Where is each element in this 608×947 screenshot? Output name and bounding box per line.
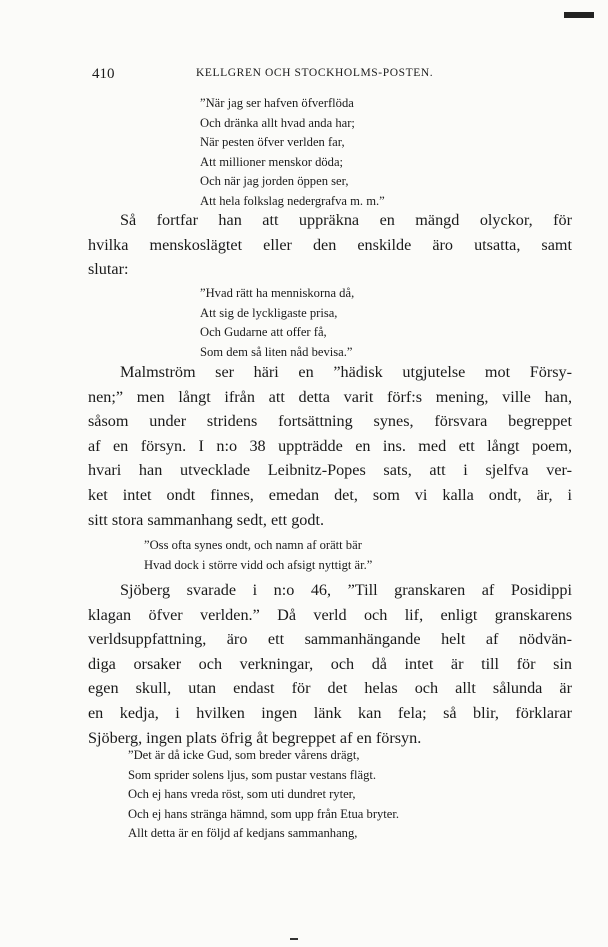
text-line: verldsuppfattning, äro ett sammanhängande helt af nödvän-	[88, 630, 572, 649]
poem-line: Att sig de lyckligaste prisa,	[200, 305, 338, 320]
text-line: hvari han utvecklade Leibnitz-Popes sats, att i sjelfva ver-	[88, 461, 572, 480]
poem-line: Att hela folkslag nedergrafva m. m.”	[200, 193, 385, 208]
text-line: klagan öfver verlden.” Då verld och lif, enligt granskarens	[88, 605, 572, 624]
text-line: Så fortfar han att uppräkna en mängd olyckor, för	[120, 211, 572, 229]
text-line: en kedja, i hvilken ingen länk kan fela; så blir, förklarar	[88, 703, 572, 722]
poem-line: Som sprider solens ljus, som pustar vestans flägt.	[128, 767, 377, 782]
poem-line: Som dem så liten nåd bevisa.”	[200, 344, 353, 359]
paragraph-1	[88, 208, 572, 282]
text-line: Sjöberg svarade i n:o 46, ”Till granskaren af Posidippi	[120, 581, 572, 599]
poem-line: Och när jag jorden öppen ser,	[200, 174, 349, 189]
poem-line: Och dränka allt hvad anda har;	[200, 115, 355, 130]
page-number: 410	[92, 66, 115, 82]
poem-quote-4	[128, 746, 399, 844]
poem-quote-3	[144, 536, 372, 575]
poem-line: Hvad dock i större vidd och afsigt nyttigt är.”	[144, 557, 373, 572]
text-line: af en försyn. I n:o 38 uppträdde en ins. med ett långt poem,	[88, 436, 572, 455]
poem-line: ”Hvad rätt ha menniskorna då,	[200, 286, 355, 300]
corner-ink-mark	[564, 12, 594, 18]
text-line: hvilka menskoslägtet eller den enskilde äro utsatta, samt	[88, 235, 572, 254]
text-line: egen skull, utan endast för det helas och allt sålunda är	[88, 679, 572, 698]
poem-line: Att millioner menskor döda;	[200, 154, 344, 169]
text-line: sitt stora sammanhang sedt, ett godt.	[88, 510, 325, 529]
poem-line: ”När jag ser hafven öfverflöda	[200, 96, 354, 110]
text-line: såsom under stridens fortsättning synes, försvara begreppet	[88, 412, 572, 431]
poem-line: Och ej hans stränga hämnd, som upp från Etua bryter.	[128, 806, 400, 821]
poem-quote-2	[200, 284, 354, 362]
poem-line: Och ej hans vreda röst, som uti dundret ryter,	[128, 787, 356, 802]
text-line: Sjöberg, ingen plats öfrig åt begreppet af en försyn.	[88, 728, 422, 747]
poem-line: När pesten öfver verlden far,	[200, 135, 345, 150]
bottom-ink-mark	[290, 938, 298, 940]
paragraph-2	[88, 360, 572, 532]
poem-line: Allt detta är en följd af kedjans sammanhang,	[128, 826, 358, 841]
poem-line: ”Det är då icke Gud, som breder vårens drägt,	[128, 748, 360, 762]
text-line: slutar:	[88, 260, 129, 279]
paragraph-3	[88, 578, 572, 750]
poem-line: Och Gudarne att offer få,	[200, 325, 327, 340]
text-line: diga orsaker och verkningar, och då intet är till för sin	[88, 654, 572, 673]
poem-line: ”Oss ofta synes ondt, och namn af orätt bär	[144, 538, 362, 552]
text-line: nen;” men långt ifrån att detta varit förf:s mening, ville han,	[88, 387, 572, 406]
poem-quote-1	[200, 94, 385, 212]
running-head: KELLGREN OCH STOCKHOLMS-POSTEN.	[196, 67, 434, 79]
text-line: Malmström ser häri en ”hädisk utgjutelse mot Försy-	[120, 363, 572, 381]
text-line: ket intet ondt finnes, emedan det, som vi kalla ondt, är, i	[88, 485, 572, 504]
